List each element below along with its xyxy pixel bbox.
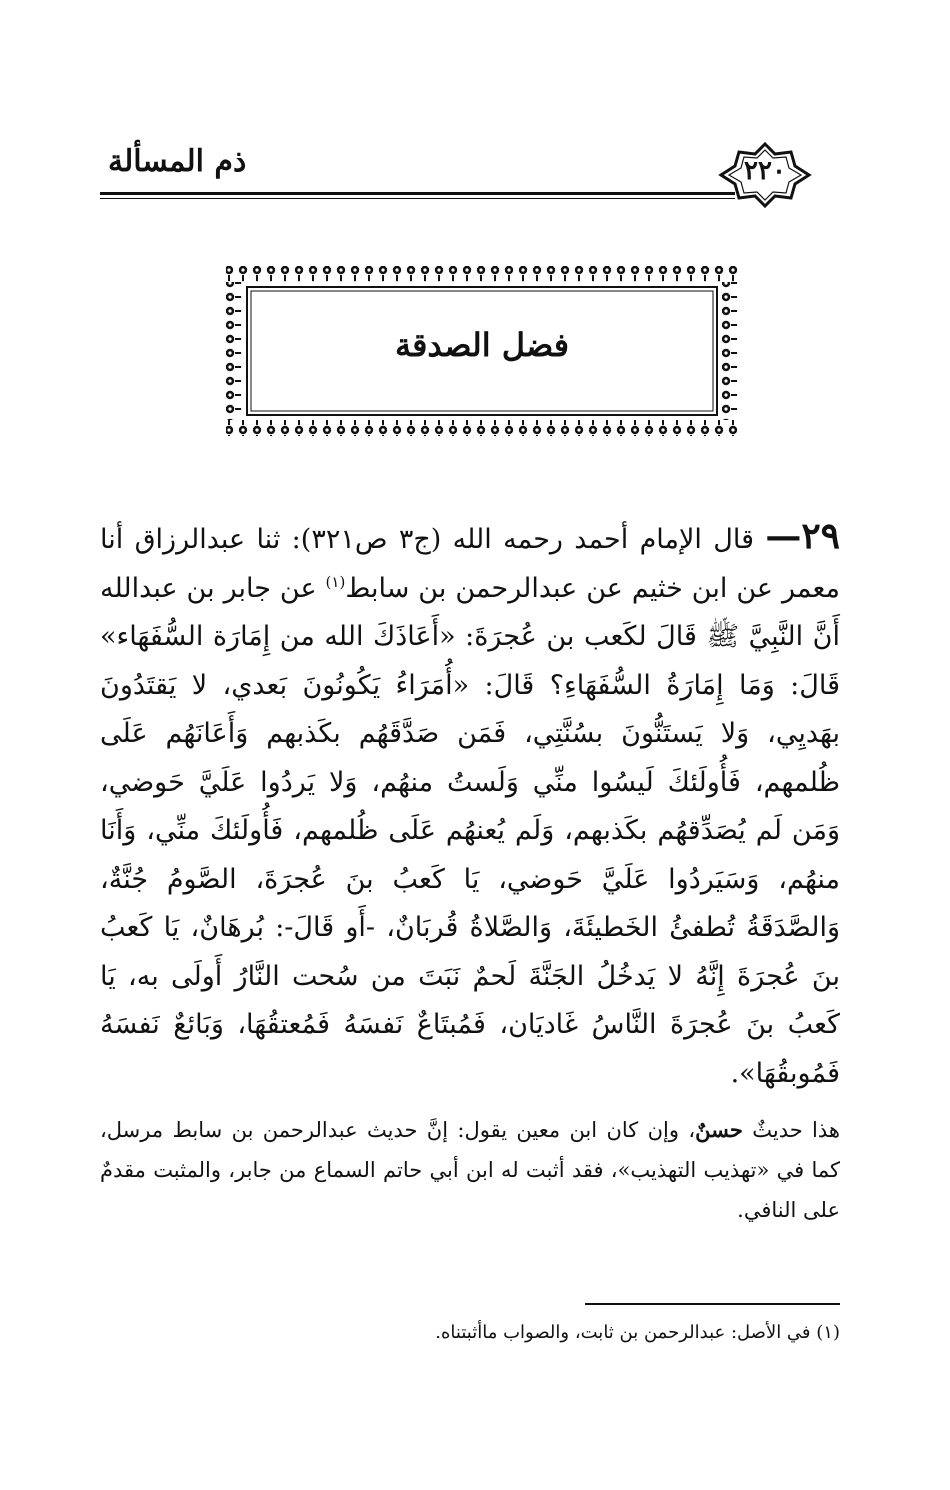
footnote-separator bbox=[585, 1303, 840, 1305]
hadith-text-part-a: قال الإمام أحمد رحمه الله (ج٣ ص٣٢١): ثنا عبدالرزاق أنا معمر عن ابن خثيم عن عبدالرحمن بن سابط bbox=[100, 524, 840, 604]
header-rule bbox=[100, 192, 735, 195]
footnote-reference[interactable]: (١) bbox=[325, 572, 346, 591]
page-number: ٢٢٠ bbox=[744, 156, 786, 186]
section-title-frame bbox=[222, 262, 742, 440]
hadith-dash: — bbox=[765, 515, 802, 557]
section-title: فضل الصدقة bbox=[394, 326, 570, 364]
commentary-rest: ، وإن كان ابن معين يقول: إنَّ حديث عبدالرحمن بن سابط مرسل، كما في «تهذيب التهذيب»، فقد أثبت له ابن أبي حاتم السماع من جابر، والمثبت مقدمٌ على النافي. bbox=[100, 1118, 840, 1222]
footnote-1: (١) في الأصل: عبدالرحمن بن ثابت، والصواب ماأثبتناه. bbox=[435, 1322, 840, 1343]
header-rule-thin bbox=[100, 198, 735, 199]
hadith-text-part-b: عن جابر بن عبدالله أَنَّ النَّبِيَّ ﷺ قَالَ لكَعب بن عُجرَةَ: «أَعَاذَكَ الله من إِمَارَة السُّفَهَاء» قَالَ: وَمَا إِمَارَةُ السُّفَهَاءِ؟ قَالَ: «أُمَرَاءُ يَكُونُونَ بَعدي، لا يَقتَدُونَ بهَديِي، وَلا يَستَنُّونَ بسُنَّتِي، فَمَن صَدَّقَهُم بكَذبهم وَأَعَانَهُم عَلَى ظُلمهم، فَأُولَئكَ لَيسُوا منِّي وَلَستُ منهُم، وَلا يَردُوا عَلَيَّ حَوضي، وَمَن لَم يُصَدِّقهُم بكَذبهم، وَلَم يُعنهُم عَلَى ظُلمهم، فَأُولَئكَ منِّي، وَأَنَا منهُم، وَسَيَردُوا عَلَيَّ حَوضي، يَا كَعبُ بنَ عُجرَةَ، الصَّومُ جُنَّةٌ، وَالصَّدَقَةُ تُطفئُ الخَطيئَةَ، وَالصَّلاةُ قُربَانٌ، -أَو قَالَ-: بُرهَانٌ، يَا كَعبُ بنَ عُجرَةَ إِنَّهُ لا يَدخُلُ الجَنَّةَ لَحمٌ نَبَتَ من سُحت النَّارُ أَولَى به، يَا كَعبُ بنَ عُجرَةَ النَّاسُ غَاديَان، فَمُبتَاعٌ نَفسَهُ فَمُعتقُهَا، وَبَائعٌ نَفسَهُ فَمُوبقُهَا». bbox=[100, 572, 840, 1089]
hadith-grade: حسنٌ bbox=[695, 1117, 743, 1142]
page-number-badge bbox=[715, 140, 815, 210]
book-title: ذم المسألة bbox=[108, 144, 247, 179]
commentary-paragraph bbox=[100, 1110, 840, 1230]
hadith-number: ٢٩ bbox=[801, 515, 840, 557]
running-header bbox=[100, 140, 835, 210]
hadith-paragraph bbox=[100, 512, 840, 1098]
commentary-intro: هذا حديثٌ bbox=[742, 1118, 840, 1142]
